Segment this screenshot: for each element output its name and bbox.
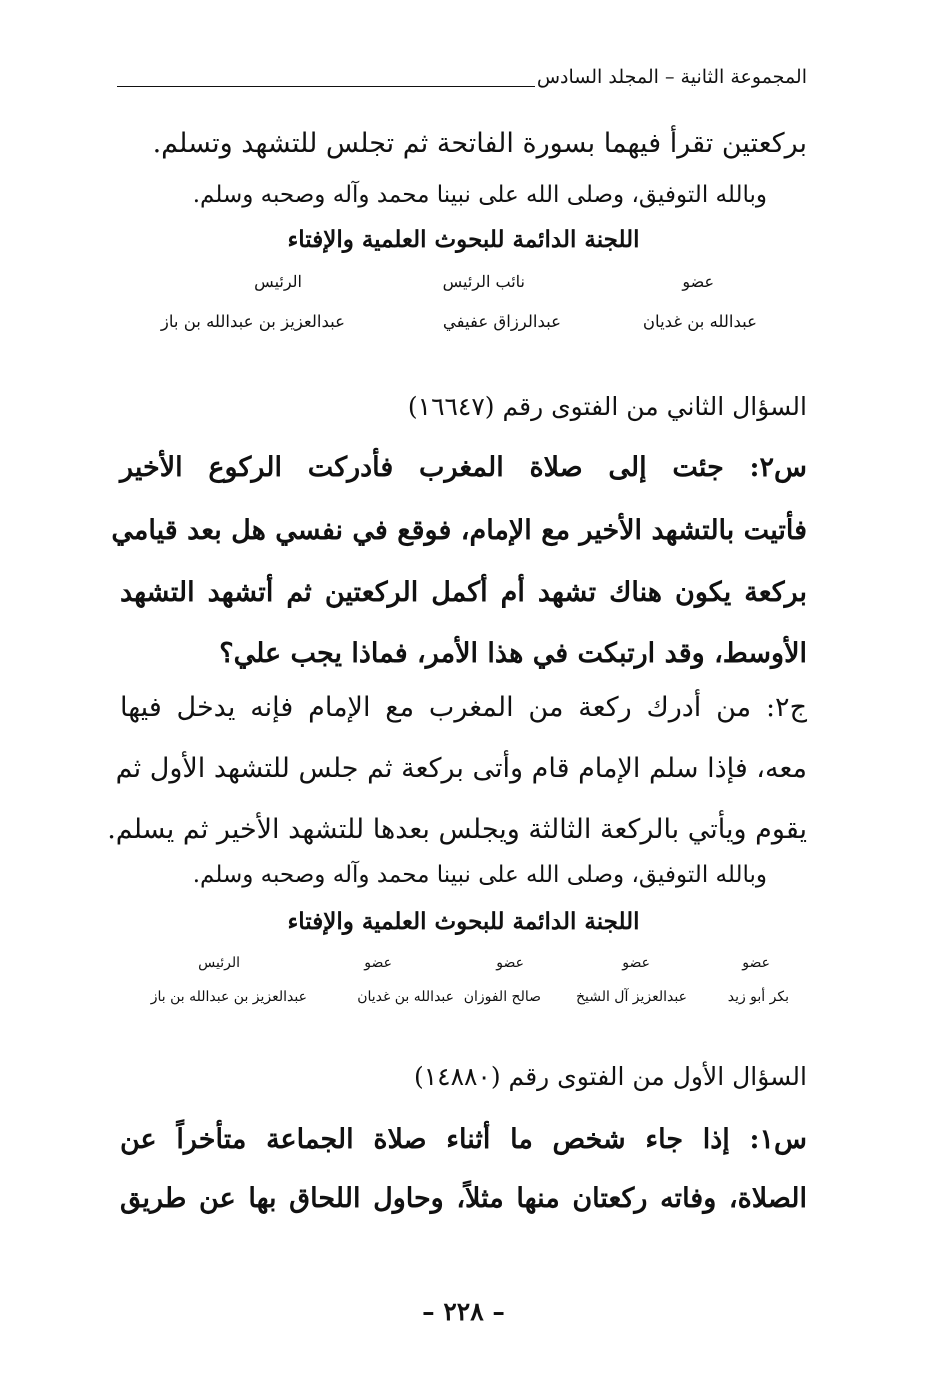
question-line: بركعة يكون هناك تشهد أم أكمل الركعتين ثم أتشهد التشهد xyxy=(120,577,807,608)
signatory-role: عضو xyxy=(682,272,714,291)
fatwa-heading: السؤال الثاني من الفتوى رقم (١٦٦٤٧) xyxy=(407,392,807,421)
signatory-name: عبدالله بن غديان xyxy=(357,989,454,1005)
signatory-role: عضو xyxy=(742,955,770,971)
committee-title: اللجنة الدائمة للبحوث العلمية والإفتاء xyxy=(287,908,640,935)
signatory-name: عبدالرزاق عفيفي xyxy=(442,312,561,331)
signatory-role: الرئيس xyxy=(254,272,302,291)
question-line: س١: إذا جاء شخص ما أثناء صلاة الجماعة متأخراً عن xyxy=(120,1124,807,1155)
question-line: الأوسط، وقد ارتبكت في هذا الأمر، فماذا يجب علي؟ xyxy=(219,638,807,669)
answer-line: ج٢: من أدرك ركعة من المغرب مع الإمام فإنه يدخل فيها xyxy=(120,692,807,723)
answer-line: بركعتين تقرأ فيهما بسورة الفاتحة ثم تجلس للتشهد وتسلم. xyxy=(152,128,807,159)
header-rule xyxy=(117,86,535,87)
answer-line: معه، فإذا سلم الإمام قام وأتى بركعة ثم جلس للتشهد الأول ثم xyxy=(115,753,807,784)
signatory-role: عضو xyxy=(496,955,524,971)
signatory-name: عبدالله بن غديان xyxy=(642,312,757,331)
signatory-name: بكر أبو زيد xyxy=(727,989,789,1005)
closing-formula: وبالله التوفيق، وصلى الله على نبينا محمد وآله وصحبه وسلم. xyxy=(192,862,767,888)
answer-line: يقوم ويأتي بالركعة الثالثة ويجلس بعدها للتشهد الأخير ثم يسلم. xyxy=(107,814,807,845)
signatory-name: صالح الفوزان xyxy=(463,989,541,1005)
header-title: المجموعة الثانية – المجلد السادس xyxy=(536,66,807,88)
signatory-role: نائب الرئيس xyxy=(442,272,525,291)
committee-title: اللجنة الدائمة للبحوث العلمية والإفتاء xyxy=(287,226,640,253)
question-line: فأتيت بالتشهد الأخير مع الإمام، فوقع في نفسي هل بعد قيامي xyxy=(111,515,807,546)
question-line: الصلاة، وفاته ركعتان منها مثلاً، وحاول اللحاق بها عن طريق xyxy=(120,1183,807,1214)
signatory-name: عبدالعزيز بن عبدالله بن باز xyxy=(160,312,345,331)
running-header xyxy=(117,66,807,96)
page-number: – ٢٢٨ – xyxy=(422,1297,505,1326)
fatwa-heading: السؤال الأول من الفتوى رقم (١٤٨٨٠) xyxy=(413,1062,807,1091)
signatory-role: الرئيس xyxy=(198,955,240,971)
signatory-role: عضو xyxy=(364,955,392,971)
signatory-role: عضو xyxy=(622,955,650,971)
closing-formula: وبالله التوفيق، وصلى الله على نبينا محمد وآله وصحبه وسلم. xyxy=(192,182,767,208)
signatory-name: عبدالعزيز بن عبدالله بن باز xyxy=(150,989,307,1005)
signatory-name: عبدالعزيز آل الشيخ xyxy=(575,989,687,1005)
question-line: س٢: جئت إلى صلاة المغرب فأدركت الركوع الأخير xyxy=(120,452,807,483)
